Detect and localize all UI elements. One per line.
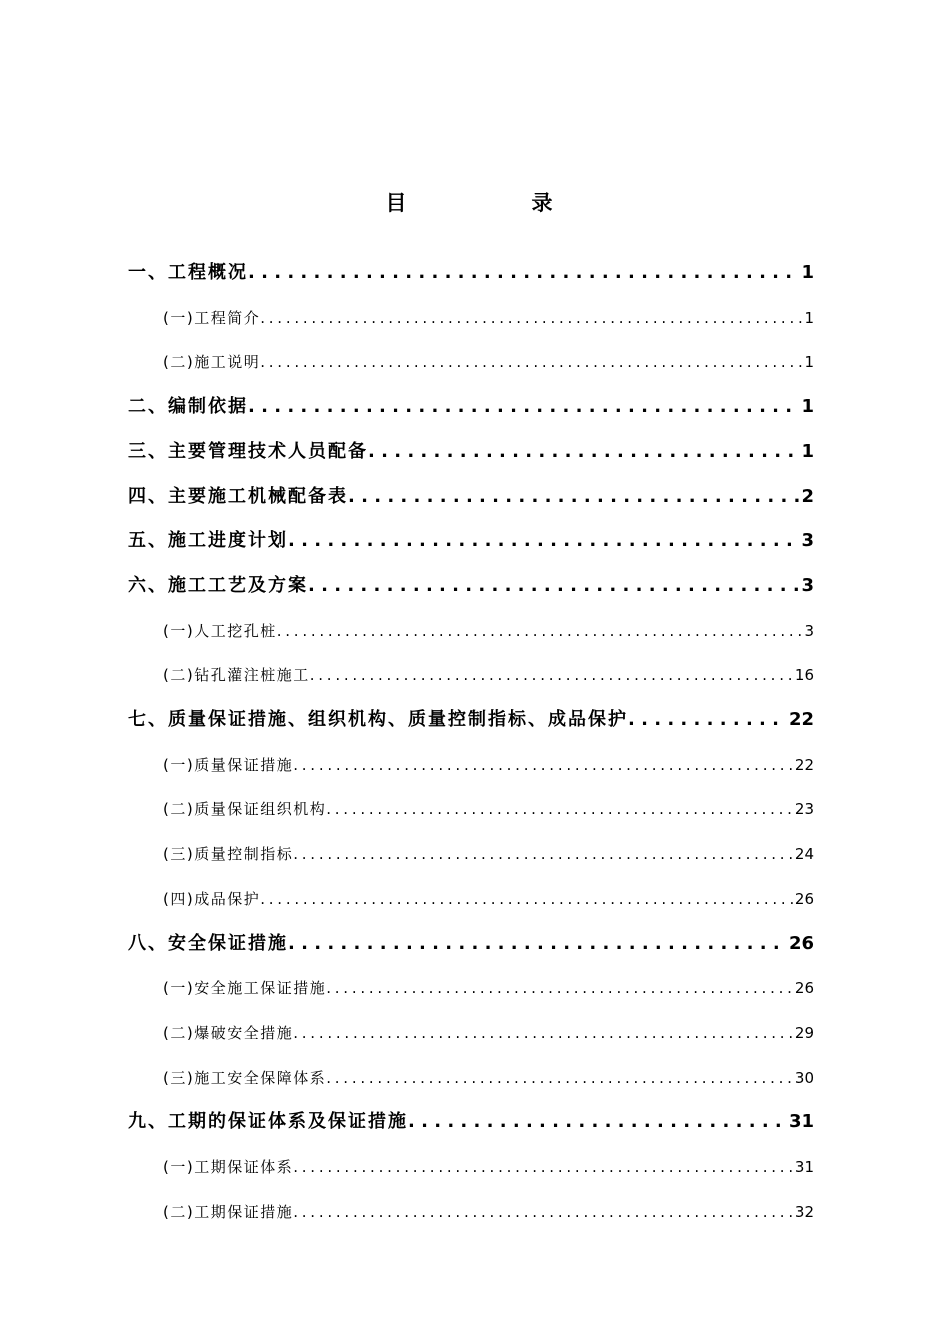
toc-chapter-entry[interactable] [128, 705, 814, 735]
toc-chapter-entry[interactable] [128, 437, 814, 467]
toc-entry-title: (一)工期保证体系 [163, 1158, 294, 1176]
toc-page-number: 1 [804, 308, 814, 327]
toc-chapter-entry[interactable] [128, 1107, 814, 1137]
toc-entry-title: (二)工期保证措施 [163, 1202, 294, 1221]
toc-entry-title: (三)质量控制指标 [163, 845, 294, 864]
toc-dot-leader [293, 1199, 793, 1225]
toc-entry-title: 九、工期的保证体系及保证措施 [128, 1111, 408, 1133]
toc-page-number: 1 [801, 262, 814, 283]
toc-chapter-entry[interactable] [128, 571, 814, 601]
toc-dot-leader [628, 705, 787, 735]
toc-page-number: 1 [801, 440, 814, 462]
toc-dot-leader [326, 1065, 793, 1091]
toc-section-entry[interactable] [163, 886, 814, 912]
toc-page-number: 22 [794, 755, 814, 774]
toc-dot-leader [277, 618, 803, 644]
toc-section-entry[interactable] [163, 618, 814, 644]
toc-dot-leader [248, 392, 799, 422]
toc-dot-leader [248, 258, 799, 288]
toc-page-number: 26 [794, 889, 814, 908]
toc-section-entry[interactable] [163, 1020, 814, 1046]
toc-section-entry[interactable] [163, 1065, 814, 1091]
toc-entry-title: (二)质量保证组织机构 [163, 800, 327, 819]
toc-entry-title: 二、编制依据 [128, 396, 248, 418]
toc-page-number: 3 [804, 621, 814, 640]
toc-dot-leader [368, 437, 799, 467]
toc-entry-title: 七、质量保证措施、组织机构、质量控制指标、成品保护 [128, 709, 628, 730]
toc-section-entry[interactable] [163, 796, 814, 822]
toc-entry-title: 五、施工进度计划 [128, 530, 288, 552]
toc-page-number: 29 [794, 1023, 814, 1042]
toc-section-entry[interactable] [163, 975, 814, 1001]
toc-page-number: 31 [788, 1111, 814, 1133]
toc-entry-title: (二)钻孔灌注桩施工 [163, 666, 310, 685]
toc-page-number: 1 [801, 396, 814, 418]
toc-dot-leader [288, 526, 799, 556]
toc-page-number: 26 [788, 932, 814, 954]
toc-dot-leader [308, 571, 799, 601]
toc-page-number: 31 [794, 1158, 814, 1176]
toc-dot-leader [293, 752, 793, 778]
toc-page-number: 1 [804, 353, 814, 372]
toc-section-entry[interactable] [163, 662, 814, 688]
toc-dot-leader [293, 1154, 793, 1180]
toc-entry-title: (一)人工挖孔桩 [163, 621, 277, 640]
toc-section-entry[interactable] [163, 841, 814, 867]
toc-dot-leader [326, 975, 793, 1001]
toc-page-number: 22 [788, 709, 814, 730]
toc-chapter-entry[interactable] [128, 929, 814, 959]
toc-entry-title: (一)安全施工保证措施 [163, 979, 327, 998]
toc-section-entry[interactable] [163, 1199, 814, 1225]
toc-dot-leader [293, 841, 793, 867]
toc-chapter-entry[interactable] [128, 258, 814, 288]
toc-entry-title: (三)施工安全保障体系 [163, 1068, 327, 1087]
toc-entry-title: 三、主要管理技术人员配备 [128, 440, 368, 462]
toc-entry-title: 八、安全保证措施 [128, 932, 288, 954]
toc-dot-leader [293, 1020, 793, 1046]
toc-entry-title: 六、施工工艺及方案 [128, 574, 308, 596]
toc-page-number: 16 [794, 666, 814, 685]
toc-entry-title: 一、工程概况 [128, 262, 248, 283]
toc-dot-leader [260, 349, 802, 375]
toc-page-number: 26 [794, 979, 814, 998]
toc-page-number: 23 [794, 800, 814, 819]
toc-entry-title: 四、主要施工机械配备表 [128, 485, 348, 507]
toc-dot-leader [288, 929, 787, 959]
page-title: 目 录 [385, 191, 605, 215]
toc-entry-title: (四)成品保护 [163, 889, 261, 908]
toc-entry-title: (一)质量保证措施 [163, 755, 294, 774]
toc-page-number: 30 [794, 1068, 814, 1087]
toc-chapter-entry[interactable] [128, 392, 814, 422]
toc-dot-leader [348, 482, 799, 512]
toc-chapter-entry[interactable] [128, 482, 814, 512]
toc-section-entry[interactable] [163, 752, 814, 778]
toc-section-entry[interactable] [163, 349, 814, 375]
toc-section-entry[interactable] [163, 305, 814, 331]
toc-dot-leader [326, 796, 793, 822]
toc-dot-leader [310, 662, 793, 688]
toc-dot-leader [260, 305, 802, 331]
toc-page-number: 3 [801, 574, 814, 596]
toc-page-number: 3 [801, 530, 814, 552]
toc-dot-leader [408, 1107, 787, 1137]
toc-dot-leader [260, 886, 793, 912]
toc-page-number: 32 [794, 1202, 814, 1221]
toc-entry-title: (一)工程简介 [163, 308, 261, 327]
toc-entry-title: (二)爆破安全措施 [163, 1023, 294, 1042]
toc-chapter-entry[interactable] [128, 526, 814, 556]
toc-section-entry[interactable] [163, 1154, 814, 1180]
toc-page-number: 2 [801, 485, 814, 507]
toc-page-number: 24 [794, 845, 814, 864]
toc-entry-title: (二)施工说明 [163, 353, 261, 372]
